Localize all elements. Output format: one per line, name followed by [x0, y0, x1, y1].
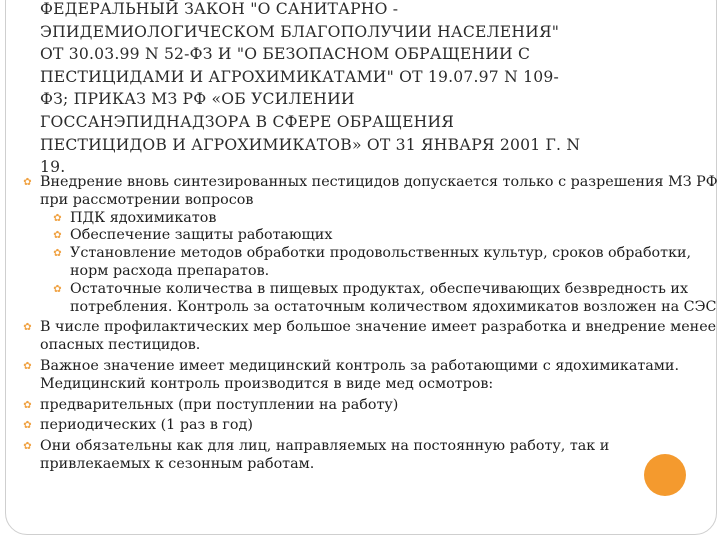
slide-body — [21, 174, 719, 474]
title-line: ГОССАНЭПИДНАДЗОРА В СФЕРЕ ОБРАЩЕНИЯ — [40, 112, 455, 131]
bullet-item — [21, 358, 719, 394]
bullet-icon: ✿ — [23, 360, 32, 372]
bullet-icon: ✿ — [53, 212, 62, 224]
orange-accent-circle — [644, 454, 686, 496]
bullet-icon: ✿ — [23, 322, 32, 334]
sub-bullet-item — [51, 281, 719, 317]
bullet-icon: ✿ — [53, 248, 62, 260]
bullet-item — [21, 319, 719, 355]
title-line: ПЕСТИЦИДОВ И АГРОХИМИКАТОВ» ОТ 31 ЯНВАРЯ 2001 Г. N — [40, 135, 581, 154]
bullet-item — [21, 397, 719, 415]
bullet-icon: ✿ — [23, 441, 32, 453]
bullet-item — [21, 417, 719, 435]
title-line: ОТ 30.03.99 N 52-ФЗ И "О БЕЗОПАСНОМ ОБРАЩЕНИИ С — [40, 45, 531, 64]
title-line: ПЕСТИЦИДАМИ И АГРОХИМИКАТАМИ" ОТ 19.07.97 N 109- — [40, 67, 559, 86]
sub-bullet-item — [51, 245, 719, 281]
bullet-text: Внедрение вновь синтезированных пестицидов допускается только с разрешения МЗ РФ при рассмотрении вопросов — [40, 174, 718, 208]
sub-bullet-item — [51, 210, 719, 228]
title-line: ЭПИДЕМИОЛОГИЧЕСКОМ БЛАГОПОЛУЧИИ НАСЕЛЕНИЯ" — [40, 22, 560, 41]
title-line: 19. — [40, 158, 66, 177]
bullet-icon: ✿ — [53, 230, 62, 242]
sub-bullet-text: Установление методов обработки продовольственных культур, сроков обработки, норм расхода препаратов. — [70, 245, 692, 279]
bullet-text: В числе профилактических мер большое значение имеет разработка и внедрение менее опасных пестицидов. — [40, 319, 717, 354]
bullet-text: Важное значение имеет медицинский контроль за работающими с ядохимикатами. Медицинский контроль производится в виде мед осмотров: — [40, 357, 679, 392]
bullet-text: периодических (1 раз в год) — [40, 417, 253, 434]
sub-bullet-text: ПДК ядохимикатов — [70, 209, 217, 226]
sub-bullet-text: Обеспечение защиты работающих — [70, 227, 333, 244]
bullet-icon: ✿ — [53, 283, 62, 295]
slide-title — [40, 0, 650, 179]
sub-bullet-text: Остаточные количества в пищевых продуктах, обеспечивающих безвредность их потребления. Контроль за остаточным количеством ядохимикатов возложен на СЭС — [70, 280, 717, 315]
sub-bullet-item — [51, 227, 719, 245]
bullet-text: предварительных (при поступлении на работу) — [40, 396, 399, 413]
bullet-icon: ✿ — [23, 420, 32, 432]
title-line: ФЕДЕРАЛЬНЫЙ ЗАКОН "О САНИТАРНО - — [40, 0, 399, 18]
bullet-text: Они обязательны как для лиц, направляемых на постоянную работу, так и привлекаемых к сезонным работам. — [40, 438, 610, 472]
bullet-item — [21, 438, 719, 474]
bullet-icon: ✿ — [23, 177, 32, 188]
bullet-icon: ✿ — [23, 399, 32, 411]
bullet-item — [21, 174, 719, 210]
title-line: ФЗ; ПРИКАЗ МЗ РФ «ОБ УСИЛЕНИИ — [40, 90, 355, 109]
